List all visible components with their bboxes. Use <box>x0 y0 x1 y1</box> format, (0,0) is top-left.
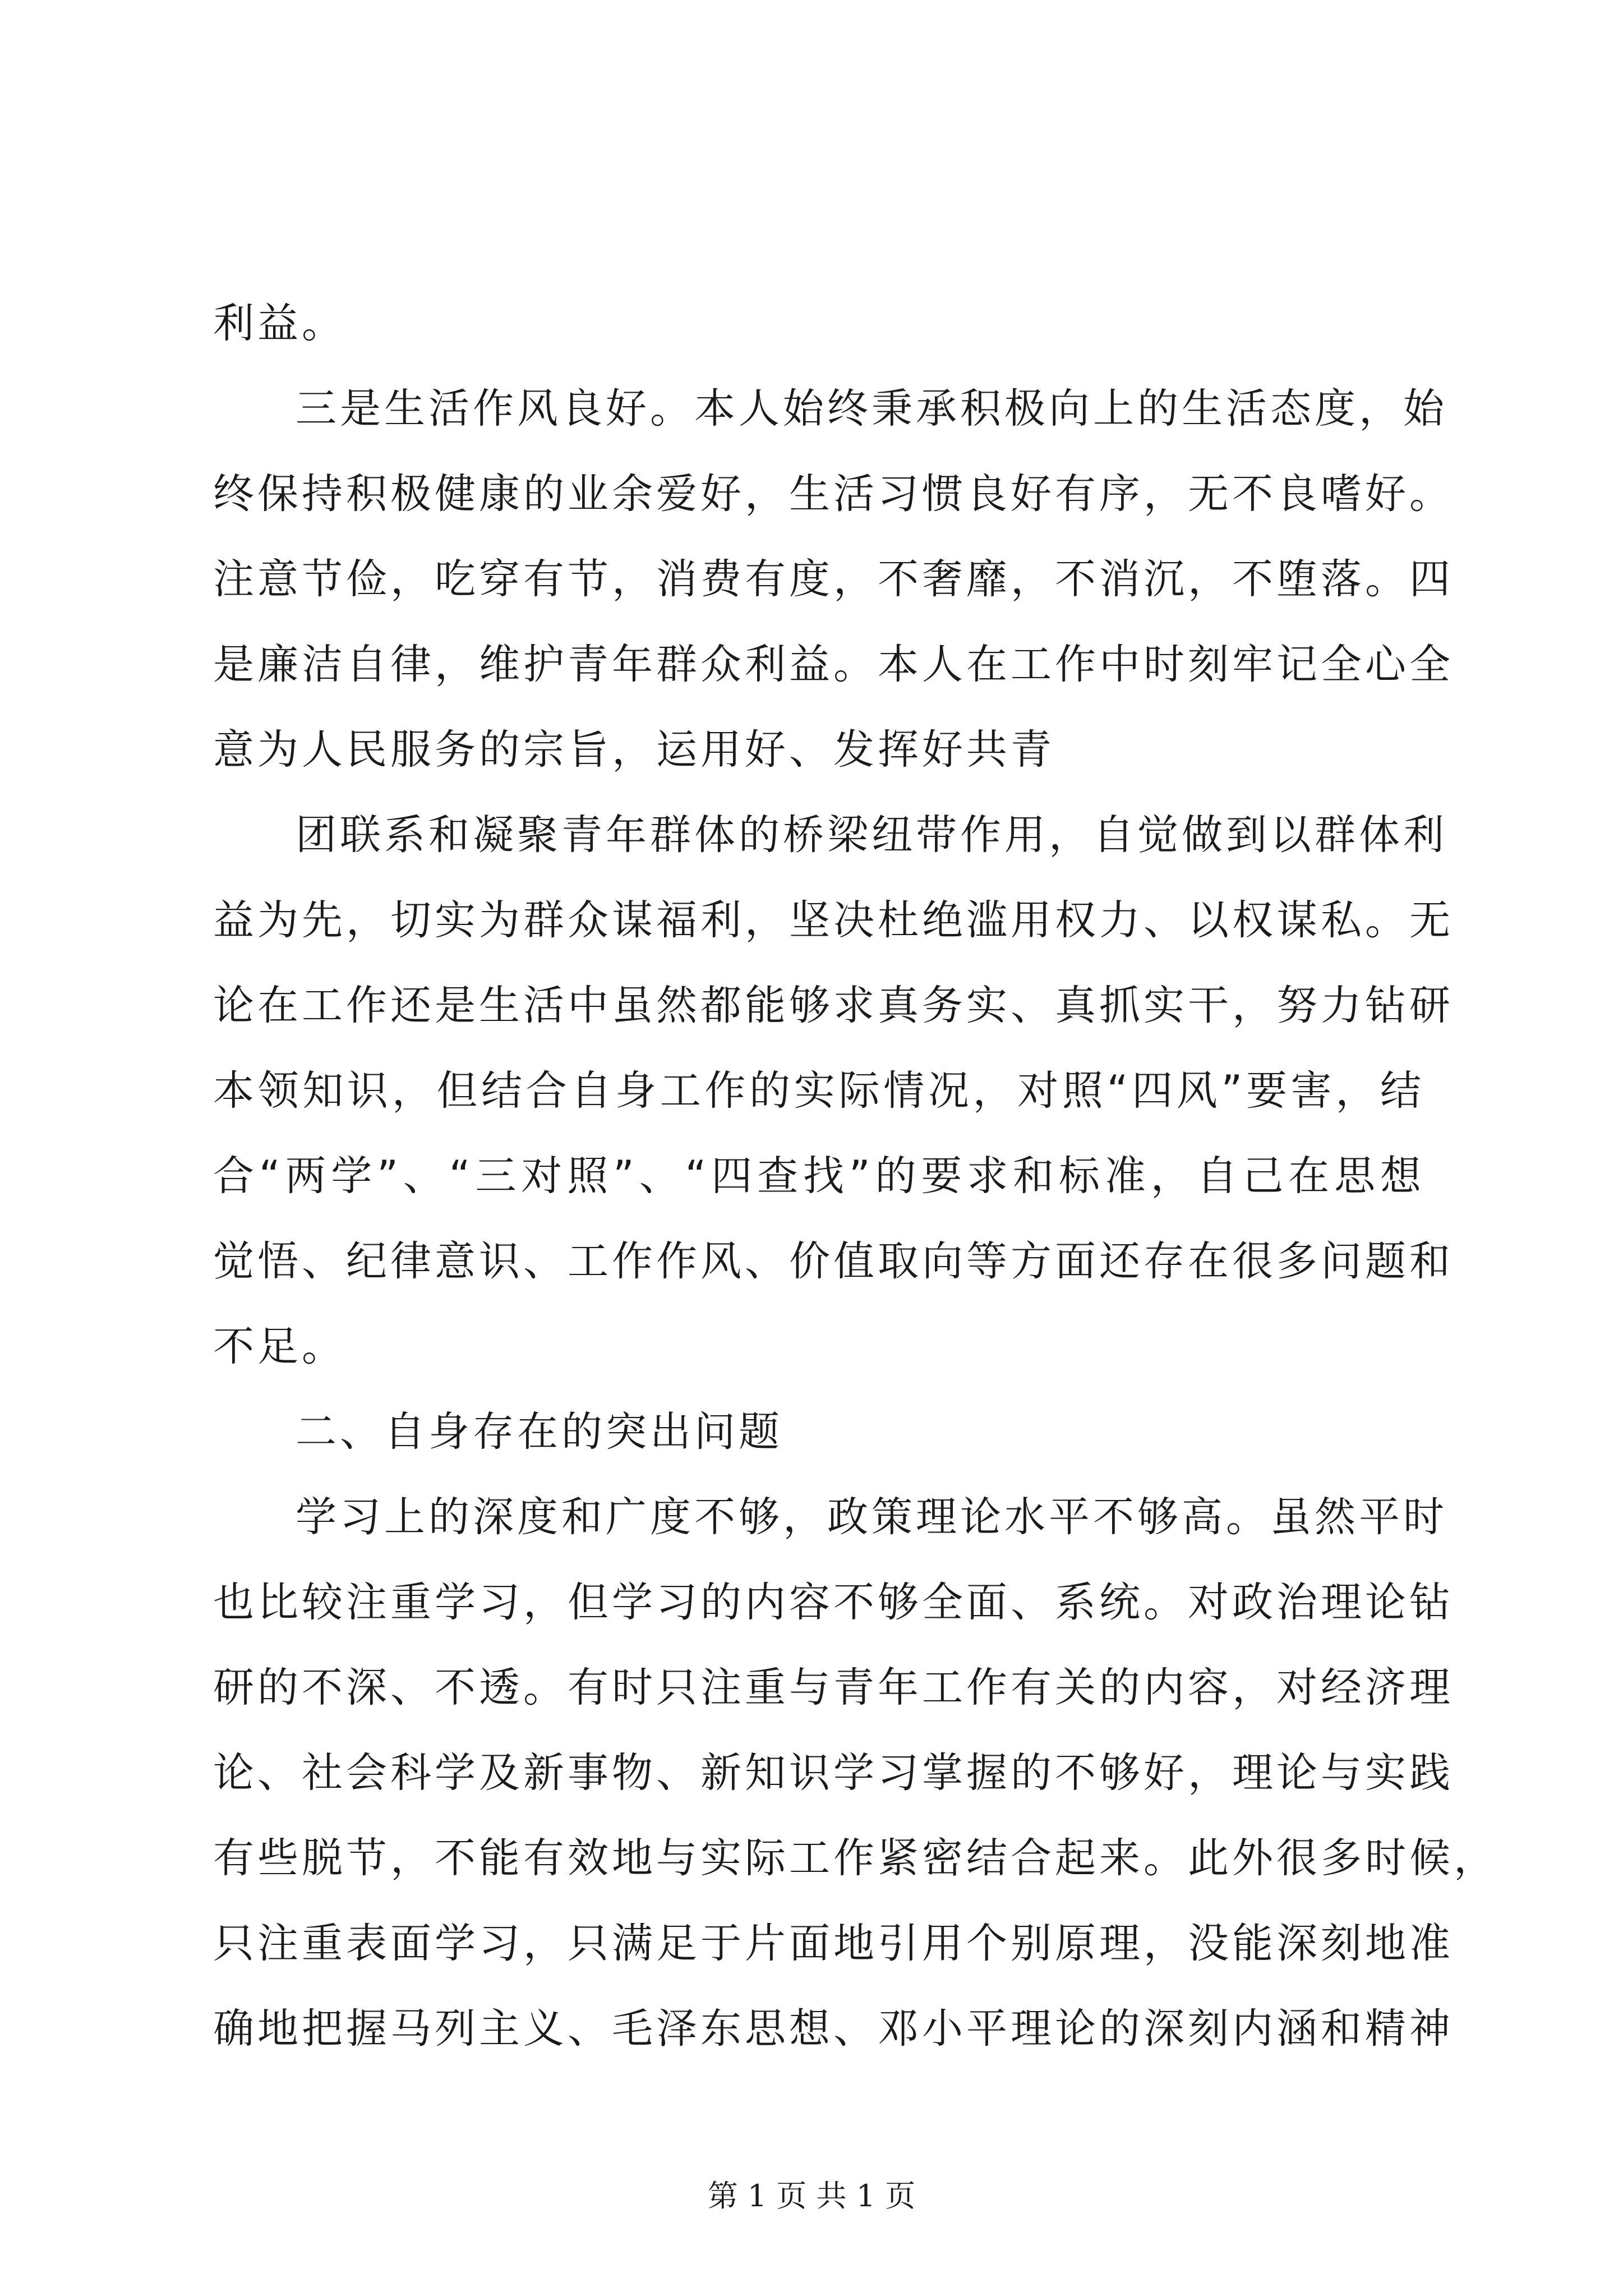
text-line: 益为先，切实为群众谋福利，坚决杜绝滥用权力、以权谋私。无 <box>213 896 1454 944</box>
text-line: 论、社会科学及新事物、新知识学习掌握的不够好，理论与实践 <box>213 1749 1454 1797</box>
text-line: 也比较注重学习，但学习的内容不够全面、系统。对政治理论钻 <box>213 1579 1454 1626</box>
text-line: 合“两学”、“三对照”、“四查找”的要求和标准，自己在思想 <box>213 1152 1424 1200</box>
text-line: 确地把握马列主义、毛泽东思想、邓小平理论的深刻内涵和精神 <box>213 2005 1454 2053</box>
text-line: 终保持积极健康的业余爱好，生活习惯良好有序，无不良嗜好。 <box>213 470 1454 518</box>
text-line: 学习上的深度和广度不够，政策理论水平不够高。虽然平时 <box>296 1493 1447 1541</box>
text-line: 只注重表面学习，只满足于片面地引用个别原理，没能深刻地准 <box>213 1920 1454 1967</box>
text-line: 研的不深、不透。有时只注重与青年工作有关的内容，对经济理 <box>213 1664 1454 1711</box>
text-line: 注意节俭，吃穿有节，消费有度，不奢靡，不消沉，不堕落。四 <box>213 555 1454 603</box>
text-line: 团联系和凝聚青年群体的桥梁纽带作用，自觉做到以群体利 <box>296 811 1447 859</box>
text-line: 三是生活作风良好。本人始终秉承积极向上的生活态度，始 <box>296 385 1447 432</box>
text-line: 意为人民服务的宗旨，运用好、发挥好共青 <box>213 726 1055 774</box>
text-line: 本领知识，但结合自身工作的实际情况，对照“四风”要害，结 <box>213 1067 1424 1115</box>
page-number-footer: 第 1 页 共 1 页 <box>707 2178 916 2214</box>
section-heading: 二、自身存在的突出问题 <box>296 1408 783 1456</box>
text-line: 不足。 <box>213 1323 346 1370</box>
text-line: 是廉洁自律，维护青年群众利益。本人在工作中时刻牢记全心全 <box>213 641 1454 688</box>
text-line: 觉悟、纪律意识、工作作风、价值取向等方面还存在很多问题和 <box>213 1237 1454 1285</box>
text-line: 利益。 <box>213 300 346 347</box>
text-line: 有些脱节，不能有效地与实际工作紧密结合起来。此外很多时候， <box>213 1834 1498 1882</box>
text-line: 论在工作还是生活中虽然都能够求真务实、真抓实干，努力钻研 <box>213 982 1454 1029</box>
